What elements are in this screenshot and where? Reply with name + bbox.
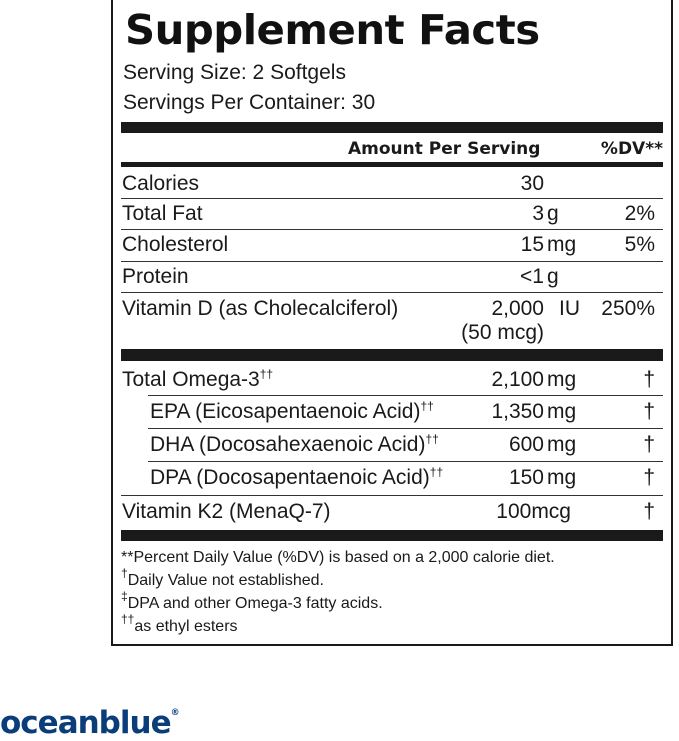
row-dpa-amount: 150	[508, 466, 544, 489]
row-total-fat-amount: 3	[532, 202, 544, 225]
row-divider	[148, 395, 663, 396]
row-vitamin-d-amount-mcg: (50 mcg)	[461, 321, 544, 344]
row-total-omega3-unit: mg	[547, 368, 577, 391]
row-vitamin-d-dv: 250%	[601, 297, 655, 320]
row-calories-name: Calories	[122, 172, 200, 195]
row-dha-amount: 600	[508, 433, 544, 456]
supplement-facts-panel	[111, 0, 673, 646]
amount-per-serving-header: Amount Per Serving	[348, 139, 541, 159]
row-cholesterol-name: Cholesterol	[122, 233, 229, 256]
row-dpa-dv: †	[643, 466, 655, 489]
row-vitamin-d-amount: 2,000	[491, 297, 544, 320]
row-calories-amount: 30	[520, 172, 544, 195]
row-total-omega3-name: Total Omega-3††	[122, 367, 274, 391]
row-cholesterol-amount: 15	[520, 233, 544, 256]
row-total-fat-unit: g	[547, 202, 559, 225]
row-dpa-unit: mg	[547, 466, 577, 489]
row-epa-unit: mg	[547, 400, 577, 423]
row-divider	[148, 461, 663, 462]
row-total-omega3-dv: †	[643, 368, 655, 391]
row-total-fat-name: Total Fat	[122, 202, 203, 225]
thick-divider-footer	[121, 530, 663, 541]
footnote-double-dagger: ‡DPA and other Omega-3 fatty acids.	[121, 589, 383, 612]
thick-divider	[121, 122, 663, 133]
row-epa-dv: †	[643, 400, 655, 423]
row-divider	[121, 229, 663, 230]
oceanblue-logo: oceanblue®	[0, 705, 180, 741]
row-divider	[121, 292, 663, 293]
row-dpa-name: DPA (Docosapentaenoic Acid)††	[150, 465, 444, 489]
row-dha-dv: †	[643, 433, 655, 456]
footnote-percent-dv: **Percent Daily Value (%DV) is based on a 2,000 calorie diet.	[121, 549, 555, 566]
row-divider	[121, 198, 663, 199]
row-dha-name: DHA (Docosahexaenoic Acid)††	[150, 432, 439, 456]
footnote-dagger: †Daily Value not established.	[121, 566, 324, 589]
panel-title: Supplement Facts	[125, 6, 540, 54]
row-cholesterol-dv: 5%	[624, 233, 655, 256]
row-cholesterol-unit: mg	[547, 233, 577, 256]
footnote-ethyl-esters: ††as ethyl esters	[121, 612, 238, 635]
row-epa-name: EPA (Eicosapentaenoic Acid)††	[150, 399, 434, 423]
row-dha-unit: mg	[547, 433, 577, 456]
servings-per-container: Servings Per Container: 30	[123, 91, 376, 114]
row-vitamin-d-name: Vitamin D (as Cholecalciferol)	[122, 297, 399, 320]
row-total-omega3-amount: 2,100	[491, 368, 544, 391]
thick-divider-omega	[121, 349, 663, 361]
medium-divider	[121, 162, 663, 167]
row-vitamin-d-unit: IU	[559, 297, 580, 320]
row-vitamin-k2-dv: †	[643, 500, 655, 523]
row-divider	[121, 261, 663, 262]
row-protein-unit: g	[547, 265, 559, 288]
row-vitamin-k2-name: Vitamin K2 (MenaQ-7)	[122, 500, 331, 523]
row-divider	[121, 495, 663, 496]
row-protein-name: Protein	[122, 265, 189, 288]
serving-size: Serving Size: 2 Softgels	[123, 61, 346, 84]
row-vitamin-k2-amount: 100mcg	[496, 500, 571, 523]
row-total-fat-dv: 2%	[624, 202, 655, 225]
row-epa-amount: 1,350	[491, 400, 544, 423]
dv-header: %DV**	[600, 139, 663, 159]
row-protein-amount: <1	[520, 265, 544, 288]
row-divider	[148, 428, 663, 429]
